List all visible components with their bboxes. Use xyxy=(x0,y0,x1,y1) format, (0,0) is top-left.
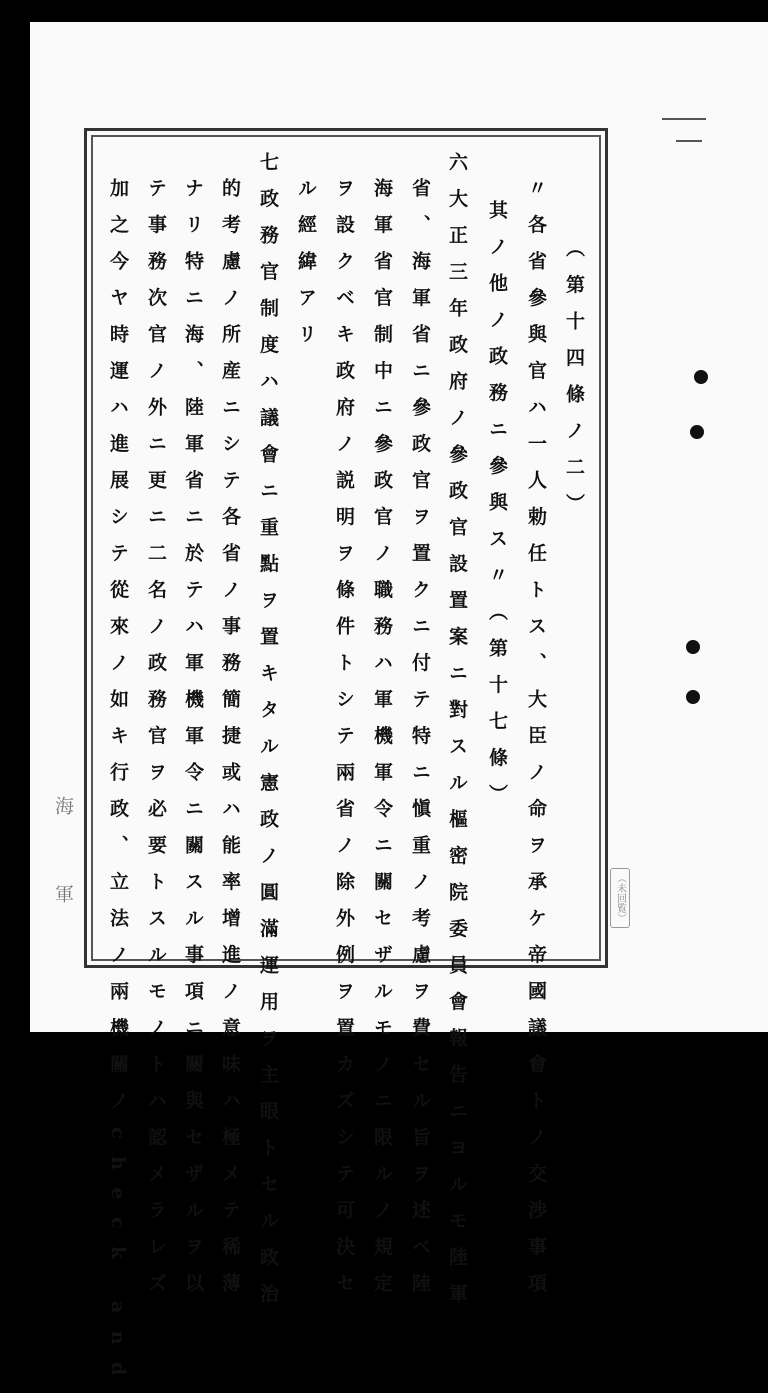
text-column: 其ノ他ノ政務ニ參與ス〃（第十七條） xyxy=(486,200,508,821)
text-column: 六大正三年政府ノ參政官設置案ニ對スル樞密院委員會報告ニヨルモ陸軍 xyxy=(446,152,468,1320)
binding-hole xyxy=(694,370,708,384)
text-column: （第十四條ノ二） xyxy=(563,238,585,530)
ink-mark xyxy=(662,118,706,120)
binding-hole xyxy=(690,425,704,439)
text-column: ル經緯アリ xyxy=(295,178,317,361)
text-column: 省、海軍省ニ參政官ヲ置クニ付テ特ニ愼重ノ考慮ヲ費セル旨ヲ述ベ陸 xyxy=(409,178,431,1310)
stamp: （未回覧） xyxy=(610,868,630,928)
margin-label: 海 xyxy=(52,796,74,815)
binding-hole xyxy=(686,640,700,654)
binding-hole xyxy=(686,690,700,704)
text-column: テ事務次官ノ外ニ更ニ二名ノ政務官ヲ必要トスルモノトハ認メラレズ xyxy=(145,178,167,1310)
text-column: 的考慮ノ所産ニシテ各省ノ事務簡捷或ハ能率增進ノ意味ハ極メテ稀薄 xyxy=(219,178,241,1310)
text-column: 海軍省官制中ニ參政官ノ職務ハ軍機軍令ニ關セザルモノニ限ルノ規定 xyxy=(371,178,393,1310)
margin-label: 軍 xyxy=(52,884,74,903)
text-column: 〃各省參與官ハ一人勅任トス、大臣ノ命ヲ承ケ帝國議會トノ交渉事項 xyxy=(525,178,547,1310)
text-column: 七政務官制度ハ議會ニ重點ヲ置キタル憲政ノ圓滿運用ヲ主眼トセル政治 xyxy=(257,152,279,1320)
ink-mark xyxy=(676,140,702,142)
text-column: 加之今ヤ時運ハ進展シテ從來ノ如キ行政、立法ノ兩機關ノcheck and xyxy=(107,178,129,1393)
text-column: ナリ特ニ海、陸軍省ニ於テハ軍機軍令ニ關スル事項ニ關與セザルヲ以 xyxy=(182,178,204,1310)
text-column: ヲ設クベキ政府ノ説明ヲ條件トシテ兩省ノ除外例ヲ置カズシテ可決セ xyxy=(333,178,355,1310)
